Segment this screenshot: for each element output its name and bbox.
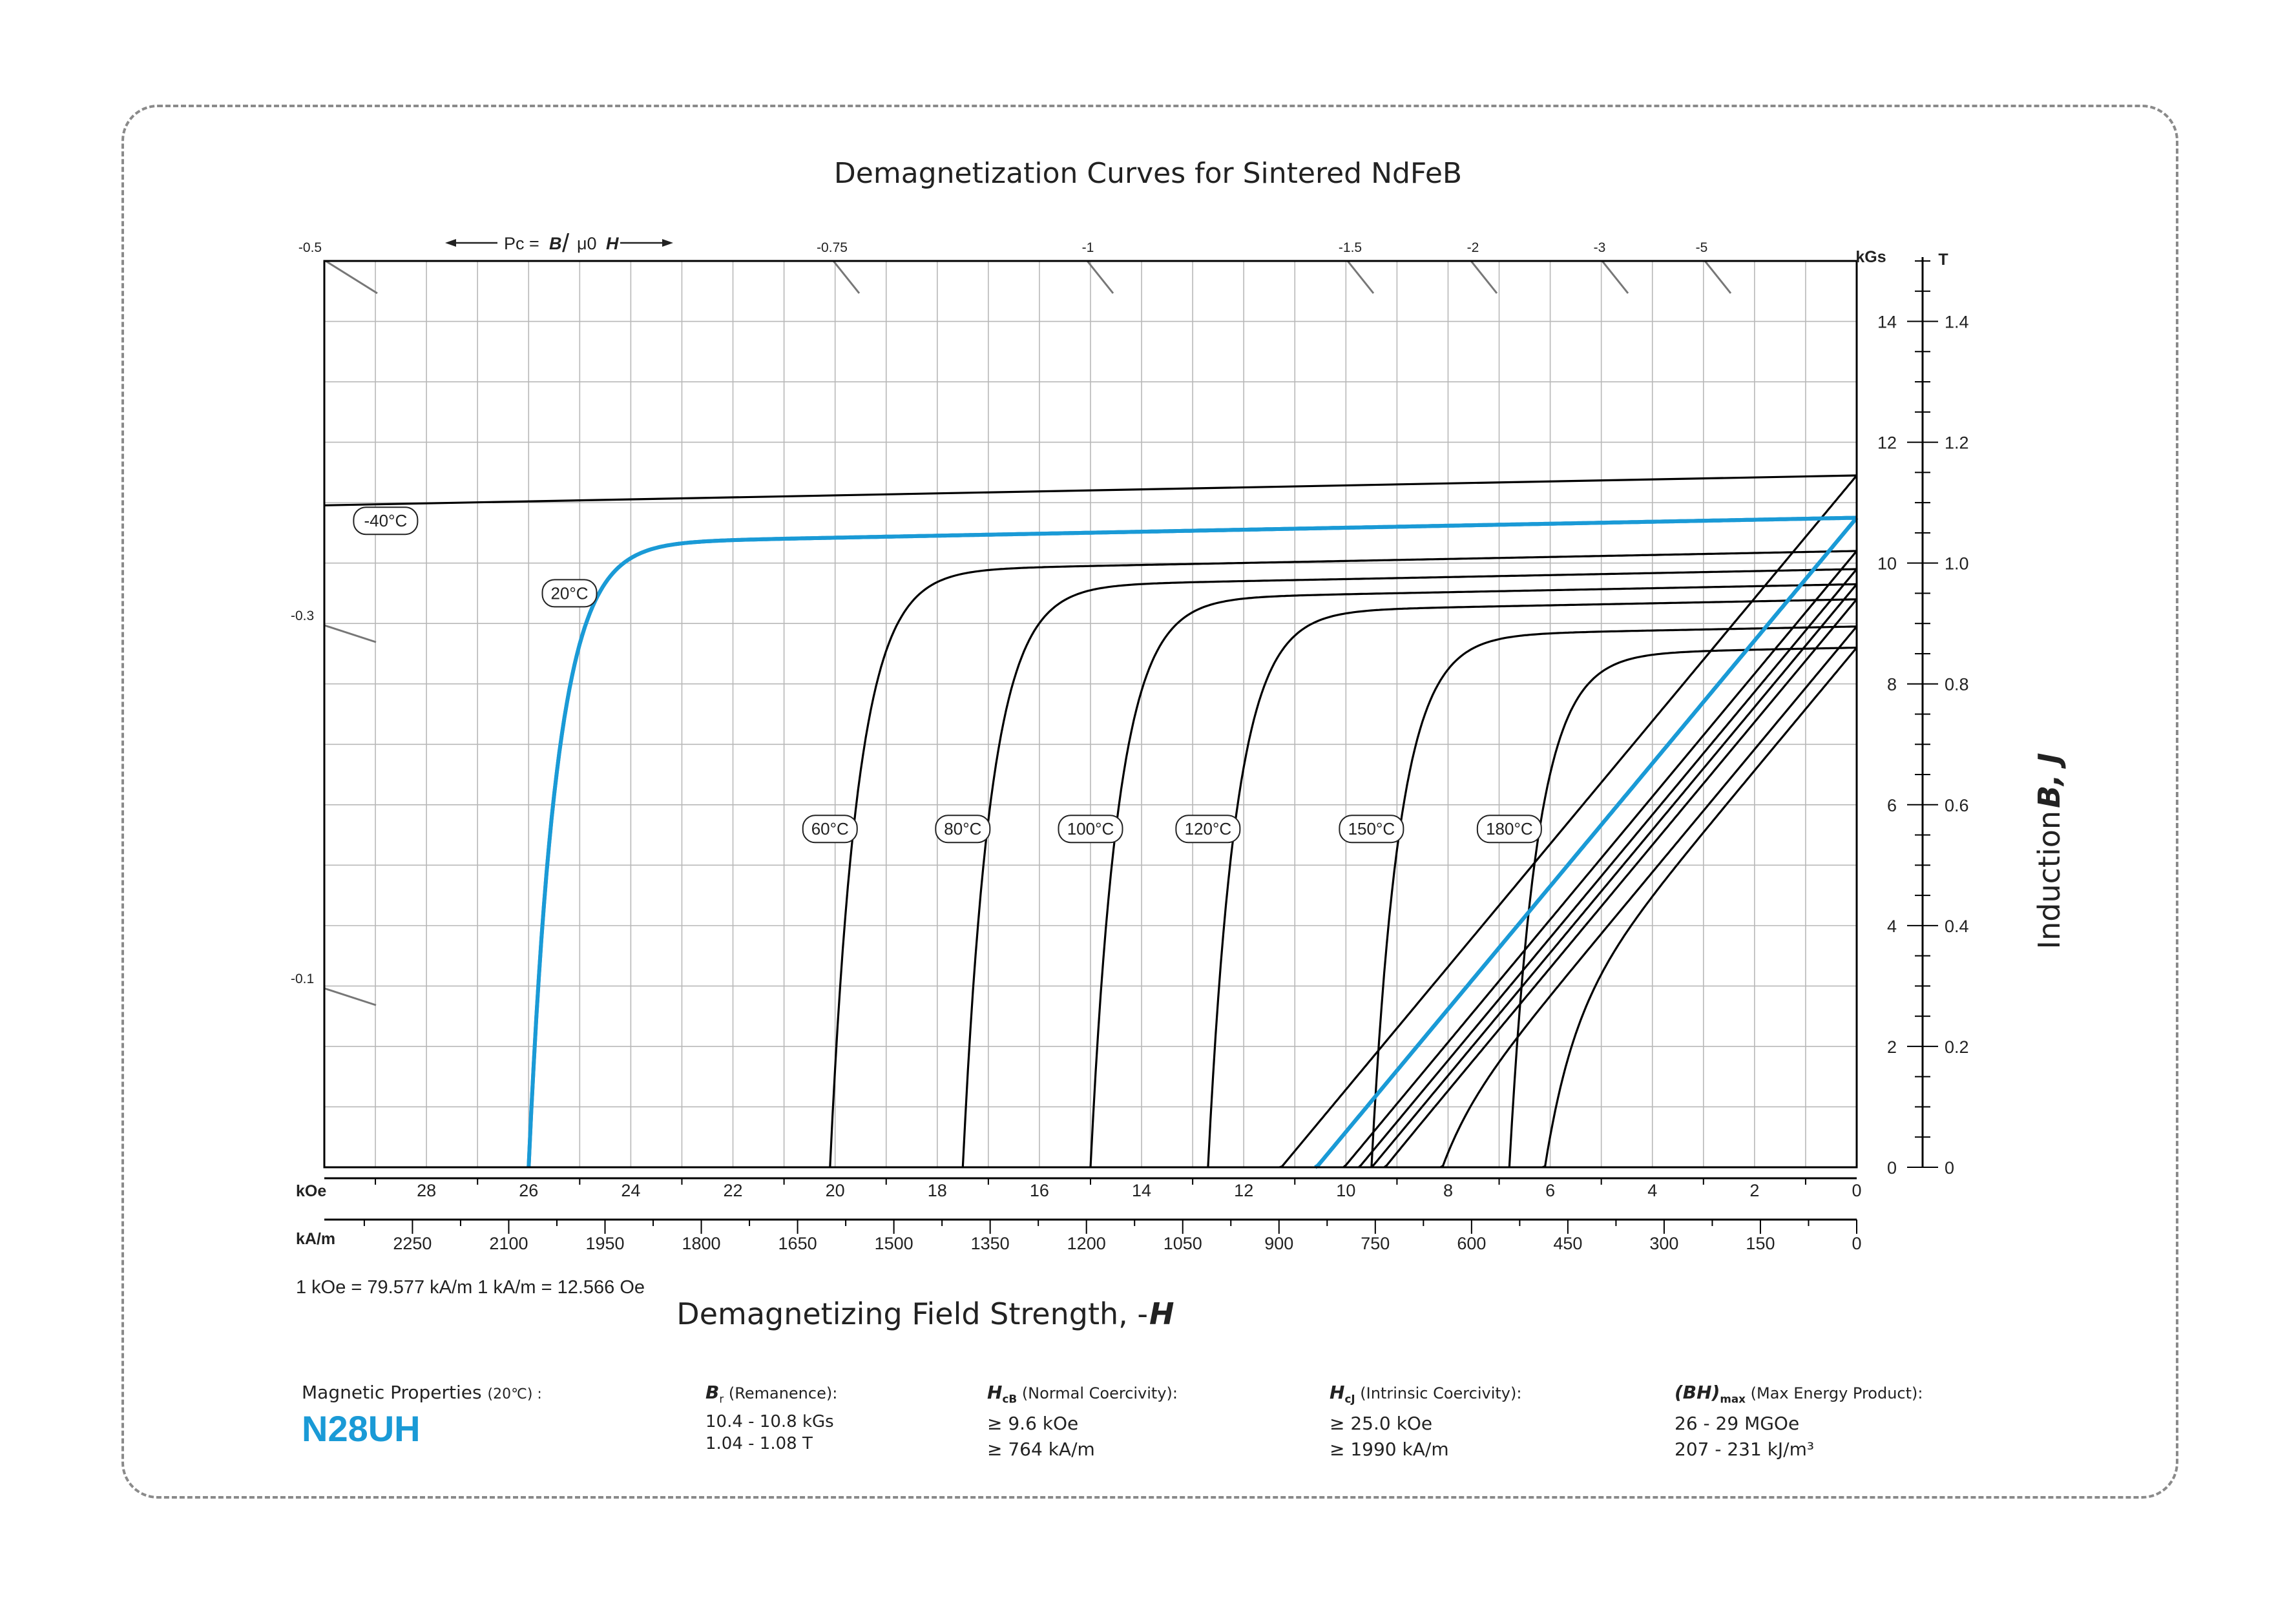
x-tick-label-kam: 1500 (874, 1234, 913, 1253)
x-tick-label-kam: 900 (1264, 1234, 1294, 1253)
temperature-label: 60°C (811, 819, 849, 839)
bh-line2: 207 - 231 kJ/m³ (1675, 1438, 1815, 1460)
y-tick-label-kgs: 14 (1877, 312, 1897, 332)
x-tick-label-kam: 1950 (585, 1234, 625, 1253)
x-tick-label-kam: 450 (1553, 1234, 1583, 1253)
y-axis-title (2032, 753, 2067, 949)
y-tick-label-t: 1.2 (1945, 433, 1969, 453)
properties-heading-block (302, 1381, 542, 1451)
hcj-block (1330, 1381, 1521, 1462)
hcb-label: (Normal Coercivity): (1017, 1384, 1178, 1402)
x-tick-label-koe: 24 (621, 1181, 641, 1200)
pc-mu: μ0 (577, 234, 597, 253)
br-line1: 10.4 - 10.8 kGs (705, 1411, 834, 1431)
pc-top-label: -1 (1081, 240, 1094, 255)
x-tick-label-koe: 28 (417, 1181, 437, 1200)
br-symbol: B (705, 1382, 720, 1403)
pc-prefix: Pc = (504, 234, 539, 253)
x-tick-label-kam: 1200 (1067, 1234, 1106, 1253)
pc-h: H (606, 234, 619, 253)
x-tick-label-kam: 2100 (489, 1234, 528, 1253)
properties-heading-temp: (20℃) : (487, 1386, 542, 1402)
temperature-label: 150°C (1348, 819, 1395, 839)
temperature-label: -40°C (364, 511, 408, 531)
unit-kam: kA/m (296, 1230, 336, 1248)
x-tick-label-kam: 600 (1457, 1234, 1487, 1253)
x-tick-label-koe: 14 (1132, 1181, 1152, 1200)
br-label: (Remanence): (724, 1384, 838, 1402)
y-tick-label-kgs: 12 (1877, 433, 1897, 453)
pc-top-label: -0.75 (817, 240, 848, 255)
bh-label: (Max Energy Product): (1746, 1384, 1923, 1402)
unit-t: T (1938, 251, 1948, 269)
y-tick-label-t: 1.0 (1945, 554, 1969, 574)
pc-top-label: -1.5 (1338, 240, 1362, 255)
temperature-label: 180°C (1486, 819, 1533, 839)
bh-close: ) (1711, 1382, 1720, 1403)
hcj-sub: cJ (1344, 1392, 1355, 1406)
x-tick-label-kam: 2250 (393, 1234, 432, 1253)
pc-slash: / (562, 229, 570, 258)
x-tick-label-koe: 8 (1443, 1181, 1453, 1200)
y-tick-label-t: 1.4 (1945, 312, 1969, 332)
y-axis-title-vars: B, J (2032, 753, 2067, 808)
y-tick-label-t: 0.2 (1945, 1037, 1969, 1057)
br-sub: r (719, 1392, 724, 1406)
y-tick-label-t: 0.8 (1945, 674, 1969, 694)
x-tick-label-kam: 1650 (778, 1234, 817, 1253)
bh-symbol: BH (1682, 1382, 1712, 1403)
chart-title: Demagnetization Curves for Sintered NdFeB (833, 157, 1463, 190)
temperature-label: 20°C (550, 583, 589, 603)
x-tick-label-koe: 2 (1749, 1181, 1760, 1200)
temperature-label: 100°C (1067, 819, 1114, 839)
br-line2: 1.04 - 1.08 T (705, 1433, 813, 1453)
unit-koe: kOe (296, 1182, 327, 1200)
conversion-note: 1 kOe = 79.577 kA/m 1 kA/m = 12.566 Oe (296, 1277, 645, 1298)
y-tick-label-kgs: 6 (1886, 795, 1897, 815)
hcb-line1: ≥ 9.6 kOe (987, 1412, 1079, 1434)
bhmax-block (1675, 1381, 1923, 1462)
pc-left-label: -0.3 (291, 609, 315, 623)
y-tick-label-kgs: 10 (1877, 554, 1897, 574)
x-tick-label-koe: 16 (1029, 1181, 1049, 1200)
temperature-label: 80°C (944, 819, 982, 839)
pc-label (445, 229, 673, 258)
x-tick-label-kam: 300 (1649, 1234, 1679, 1253)
x-tick-label-kam: 1050 (1163, 1234, 1202, 1253)
x-tick-label-koe: 6 (1545, 1181, 1556, 1200)
y-tick-label-t: 0.4 (1945, 916, 1969, 936)
y-tick-label-kgs: 4 (1886, 916, 1897, 936)
bh-line1: 26 - 29 MGOe (1675, 1412, 1800, 1434)
y-tick-label-kgs: 8 (1886, 674, 1897, 694)
pc-top-label: -2 (1466, 240, 1479, 255)
properties-heading: Magnetic Properties (302, 1382, 482, 1403)
bh-open: ( (1675, 1382, 1683, 1403)
pc-b: B (549, 234, 562, 253)
x-tick-label-koe: 12 (1234, 1181, 1254, 1200)
y-tick-label-kgs: 0 (1886, 1158, 1897, 1178)
hcb-line2: ≥ 764 kA/m (987, 1438, 1095, 1460)
x-tick-label-koe: 20 (825, 1181, 845, 1200)
y-tick-label-t: 0.6 (1945, 795, 1969, 815)
x-tick-label-kam: 1800 (682, 1234, 721, 1253)
temperature-label: 120°C (1184, 819, 1232, 839)
hcj-line1: ≥ 25.0 kOe (1330, 1412, 1433, 1434)
x-tick-label-kam: 750 (1361, 1234, 1390, 1253)
pc-top-label: -3 (1593, 240, 1606, 255)
y-tick-label-kgs: 2 (1886, 1037, 1897, 1057)
x-tick-label-kam: 1350 (970, 1234, 1010, 1253)
x-tick-label-koe: 10 (1336, 1181, 1356, 1200)
x-tick-label-koe: 18 (927, 1181, 947, 1200)
pc-top-label: -5 (1695, 240, 1708, 255)
br-block (705, 1381, 837, 1455)
y-tick-label-t: 0 (1945, 1158, 1955, 1178)
hcj-label: (Intrinsic Coercivity): (1355, 1384, 1522, 1402)
x-tick-label-koe: 26 (519, 1181, 539, 1200)
x-tick-label-koe: 22 (723, 1181, 743, 1200)
hcb-block (987, 1381, 1178, 1462)
bh-sub: max (1720, 1392, 1746, 1406)
x-axis-title: Demagnetizing Field Strength, - (676, 1296, 1148, 1331)
grid (324, 261, 1857, 1167)
pc-top-label: -0.5 (298, 240, 322, 255)
unit-kgs: kGs (1855, 248, 1886, 266)
x-tick-label-kam: 150 (1746, 1234, 1775, 1253)
x-axis-title-var: H (1149, 1296, 1174, 1331)
hcj-symbol: H (1330, 1382, 1345, 1403)
hcb-sub: cB (1002, 1392, 1018, 1406)
y-axis-title-prefix: Induction (2032, 811, 2067, 950)
pc-left-label: -0.1 (291, 972, 315, 986)
x-tick-label-kam: 0 (1852, 1234, 1862, 1253)
hcb-symbol: H (987, 1382, 1003, 1403)
x-tick-label-koe: 4 (1647, 1181, 1658, 1200)
grade-name: N28UH (302, 1408, 421, 1449)
hcj-line2: ≥ 1990 kA/m (1330, 1438, 1449, 1460)
x-tick-label-koe: 0 (1852, 1181, 1862, 1200)
